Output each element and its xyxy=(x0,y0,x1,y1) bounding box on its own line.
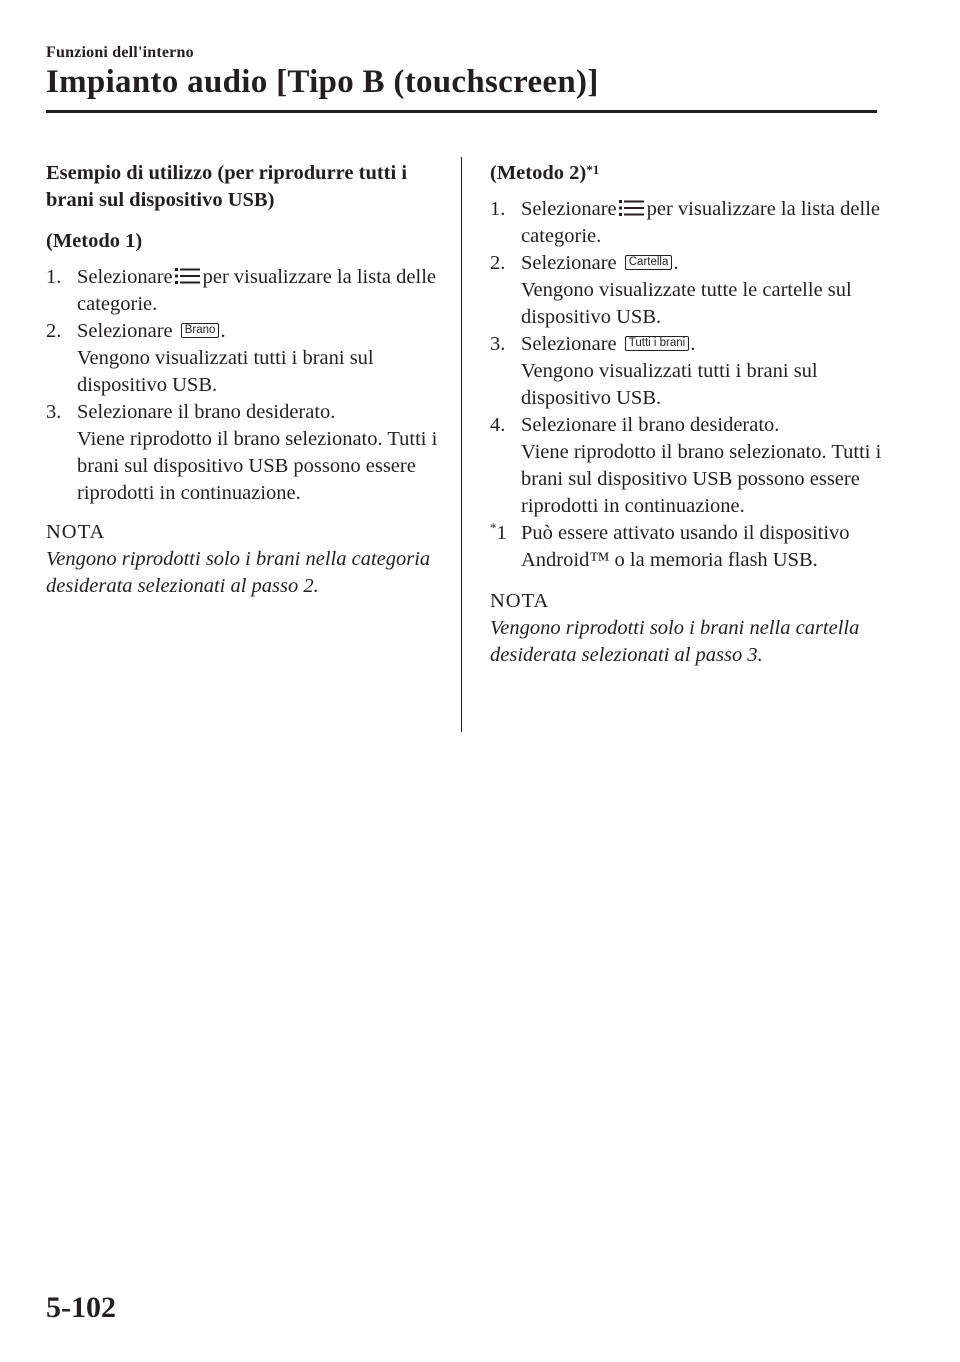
step-result: Vengono visualizzati tutti i brani sul dispositivo USB. xyxy=(521,360,818,409)
example-heading: Esempio di utilizzo (per riprodurre tutti i brani sul dispositivo USB) xyxy=(46,162,408,211)
note-text: Vengono riprodotti solo i brani nella categoria desiderata selezionati al passo 2. xyxy=(46,548,431,597)
step-number: 2. xyxy=(46,320,62,342)
right-step-2 xyxy=(490,250,890,331)
step-text: Selezionare xyxy=(521,252,617,274)
column-divider xyxy=(461,157,462,732)
left-step-2 xyxy=(46,318,446,399)
brano-button: Brano xyxy=(181,323,220,338)
step-number: 2. xyxy=(490,252,506,274)
step-text: . xyxy=(220,320,226,342)
step-number: 3. xyxy=(46,401,62,423)
left-column xyxy=(46,160,446,600)
step-number: 1. xyxy=(46,266,62,288)
step-result: Vengono visualizzati tutti i brani sul dispositivo USB. xyxy=(77,347,374,396)
step-result: Viene riprodotto il brano selezionato. Tutti i brani sul dispositivo USB possono essere riprodotti in continuazione. xyxy=(77,428,438,504)
method-2-title xyxy=(490,160,890,187)
footnote-marker xyxy=(490,520,507,547)
note-text: Vengono riprodotti solo i brani nella cartella desiderata selezionati al passo 3. xyxy=(490,617,860,666)
method-2-text: (Metodo 2) xyxy=(490,162,587,184)
right-step-1 xyxy=(490,196,890,250)
footnote-asterisk: * xyxy=(490,520,497,535)
note-title: NOTA xyxy=(490,590,550,612)
step-result: Viene riprodotto il brano selezionato. Tutti i brani sul dispositivo USB possono essere riprodotti in continuazione. xyxy=(521,441,882,517)
step-number: 4. xyxy=(490,414,506,436)
tutti-i-brani-button: Tutti i brani xyxy=(625,336,689,351)
step-text: Selezionare xyxy=(521,333,617,355)
step-result: Vengono visualizzate tutte le cartelle sul dispositivo USB. xyxy=(521,279,852,328)
list-icon xyxy=(619,200,644,216)
step-text: Selezionare il brano desiderato. xyxy=(77,401,336,423)
step-text: . xyxy=(673,252,679,274)
cartella-button: Cartella xyxy=(625,255,673,270)
page-title: Impianto audio [Tipo B (touchscreen)] xyxy=(46,64,599,100)
step-text: per visualizzare la lista delle categorie. xyxy=(77,266,436,315)
footnote-number: 1 xyxy=(496,522,507,544)
step-text: per visualizzare la lista delle categorie. xyxy=(521,198,880,247)
right-step-4 xyxy=(490,412,890,520)
step-text: Selezionare xyxy=(77,320,173,342)
footnote xyxy=(490,520,890,574)
title-rule xyxy=(46,110,877,113)
section-label: Funzioni dell'interno xyxy=(46,44,194,61)
footnote-ref: *1 xyxy=(586,162,600,177)
method-1-title: (Metodo 1) xyxy=(46,230,143,252)
step-text: Selezionare il brano desiderato. xyxy=(521,414,780,436)
right-step-3 xyxy=(490,331,890,412)
footnote-text: Può essere attivato usando il dispositivo Android™ o la memoria flash USB. xyxy=(521,522,850,571)
note-title: NOTA xyxy=(46,521,106,543)
step-text: . xyxy=(690,333,696,355)
step-text: Selezionare xyxy=(521,198,617,220)
list-icon xyxy=(175,268,200,284)
step-number: 3. xyxy=(490,333,506,355)
step-text: Selezionare xyxy=(77,266,173,288)
left-step-3 xyxy=(46,399,446,507)
page-number: 5-102 xyxy=(46,1291,116,1324)
left-step-1 xyxy=(46,264,446,318)
right-column xyxy=(490,160,890,669)
step-number: 1. xyxy=(490,198,506,220)
